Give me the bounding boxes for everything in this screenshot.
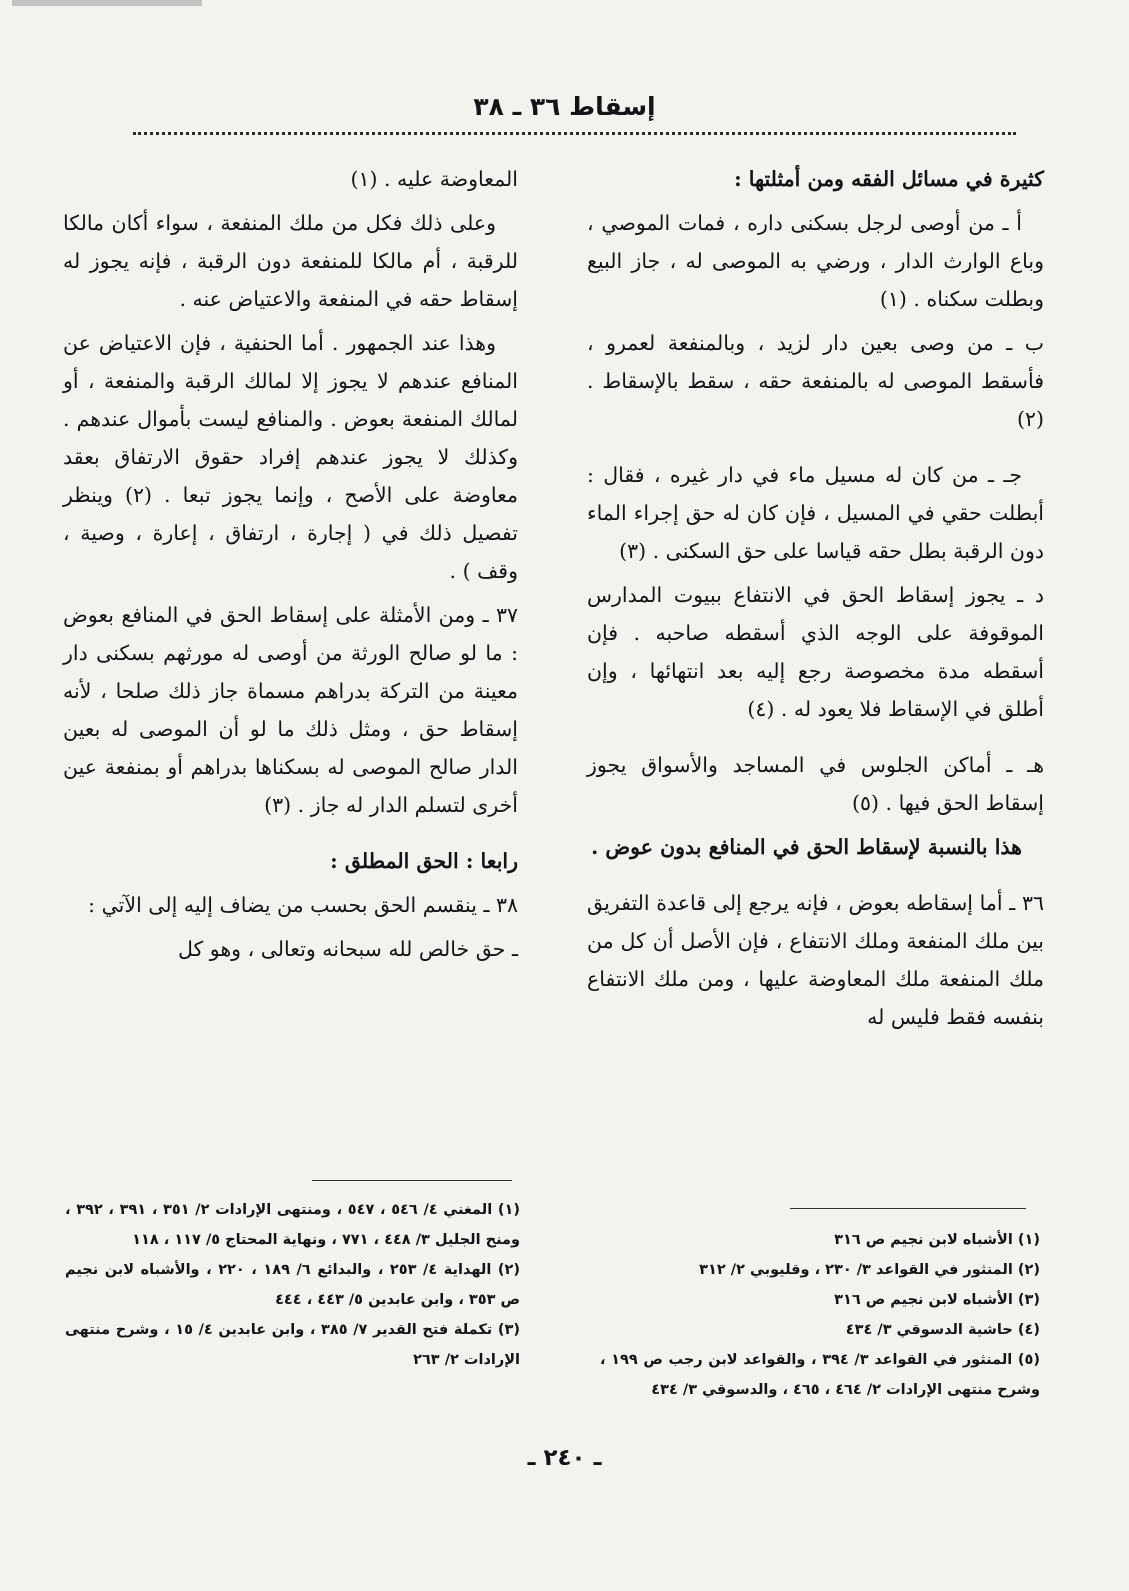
footnote-rule-right (790, 1208, 1026, 1209)
paragraph: هـ ـ أماكن الجلوس في المساجد والأسواق يجوز إسقاط الحق فيها . (٥) (587, 753, 1044, 815)
left-column (63, 160, 518, 974)
footnote-rule-left (312, 1180, 512, 1181)
header-dotted-rule (133, 132, 1016, 135)
running-header: إسقاط ٣٦ ـ ٣٨ (473, 92, 656, 121)
footnote: (٣) الأشباه لابن نجيم ص ٣١٦ (834, 1292, 1040, 1308)
paragraph: د ـ يجوز إسقاط الحق في الانتفاع ببيوت المدارس الموقوفة على الوجه الذي أسقطه صاحبه . فإن أسقطه مدة مخصوصة رجع إليه بعد انتهائها ، وإن أطلق في الإسقاط فلا يعود له . (٤) (587, 583, 1044, 721)
paragraph: جـ ـ من كان له مسيل ماء في دار غيره ، فقال : أبطلت حقي في المسيل ، فإن كان له حق إجراء الماء دون الرقبة بطل حقه قياسا على حق السكنى . (٣) (587, 463, 1044, 563)
paragraph: المعاوضة عليه . (١) (350, 167, 518, 191)
paragraph: هذا بالنسبة لإسقاط الحق في المنافع بدون عوض . (591, 835, 1022, 859)
page-number: ـ ٢٤٠ ـ (527, 1445, 602, 1471)
footnote: (٤) حاشية الدسوقي ٣/ ٤٣٤ (845, 1322, 1040, 1338)
scan-artifact-mark (12, 0, 202, 6)
paragraph: ٣٧ ـ ومن الأمثلة على إسقاط الحق في المنافع بعوض : ما لو صالح الورثة من أوصى له مورثهم بسكنى دار معينة من التركة بدراهم مسماة جاز ذلك صلحا ، لأنه إسقاط حق ، ومثل ذلك ما لو أن الموصى له بعين الدار صالح الموصى له بسكناها بدراهم أو بمنفعة عين أخرى لتسلم الدار له جاز . (٣) (63, 603, 518, 817)
paragraph: وهذا عند الجمهور . أما الحنفية ، فإن الاعتياض عن المنافع عندهم لا يجوز إلا لمالك الرقبة والمنفعة ، أو لمالك المنفعة بعوض . والمنافع ليست بأموال عندهم . وكذلك لا يجوز عندهم إفراد حقوق الارتفاق بعقد معاوضة على الأصح ، وإنما يجوز تبعا . (٢) وينظر تفصيل ذلك في ( إجارة ، ارتفاق ، إعارة ، وصية ، وقف ) . (63, 331, 518, 583)
section-heading: رابعا : الحق المطلق : (330, 849, 518, 873)
footnote: (٣) تكملة فتح القدير ٧/ ٣٨٥ ، وابن عابدين ٤/ ١٥ ، وشرح منتهى الإرادات ٢/ ٢٦٣ (65, 1322, 520, 1368)
paragraph: وعلى ذلك فكل من ملك المنفعة ، سواء أكان مالكا للرقبة ، أم مالكا للمنفعة دون الرقبة ، فإنه يجوز له إسقاط حقه في المنفعة والاعتياض عنه . (63, 211, 518, 311)
footnote: (٥) المنثور في القواعد ٣/ ٣٩٤ ، والقواعد لابن رجب ص ١٩٩ ، وشرح منتهى الإرادات ٢/ ٤٦٤ ، ٤٦٥ ، والدسوقي ٣/ ٤٣٤ (600, 1352, 1040, 1398)
paragraph: ٣٨ ـ ينقسم الحق بحسب من يضاف إليه إلى الآتي : (88, 893, 518, 917)
footnote: (١) الأشباه لابن نجيم ص ٣١٦ (834, 1232, 1040, 1248)
right-column (587, 160, 1044, 1042)
paragraph: ـ حق خالص لله سبحانه وتعالى ، وهو كل (177, 937, 518, 961)
footnote: (٢) المنثور في القواعد ٣/ ٢٣٠ ، وقليوبي ٢/ ٣١٢ (699, 1262, 1040, 1278)
footnote: (١) المغني ٤/ ٥٤٦ ، ٥٤٧ ، ومنتهى الإرادات ٢/ ٣٥١ ، ٣٩١ ، ٣٩٢ ، ومنح الجليل ٣/ ٤٤٨ ، ٧٧١ ، ونهاية المحتاج ٥/ ١١٧ ، ١١٨ (65, 1202, 520, 1248)
footnotes-left (65, 1195, 520, 1375)
paragraph: ب ـ من وصى بعين دار لزيد ، وبالمنفعة لعمرو ، فأسقط الموصى له بالمنفعة حقه ، سقط بالإسقاط . (٢) (587, 331, 1044, 431)
paragraph: ٣٦ ـ أما إسقاطه بعوض ، فإنه يرجع إلى قاعدة التفريق بين ملك المنفعة وملك الانتفاع ، فإن الأصل أن كل من ملك المنفعة ملك المعاوضة عليها ، ومن ملك الانتفاع بنفسه فقط فليس له (587, 891, 1044, 1029)
paragraph: كثيرة في مسائل الفقه ومن أمثلتها : (734, 167, 1044, 191)
footnotes-right (600, 1225, 1040, 1405)
footnote: (٢) الهداية ٤/ ٢٥٣ ، والبدائع ٦/ ١٨٩ ، ٢٢٠ ، والأشباه لابن نجيم ص ٣٥٣ ، وابن عابدين ٥/ ٤٤٣ ، ٤٤٤ (65, 1262, 520, 1308)
paragraph: أ ـ من أوصى لرجل بسكنى داره ، فمات الموصي ، وباع الوارث الدار ، ورضي به الموصى له ، جاز البيع وبطلت سكناه . (١) (587, 211, 1044, 311)
